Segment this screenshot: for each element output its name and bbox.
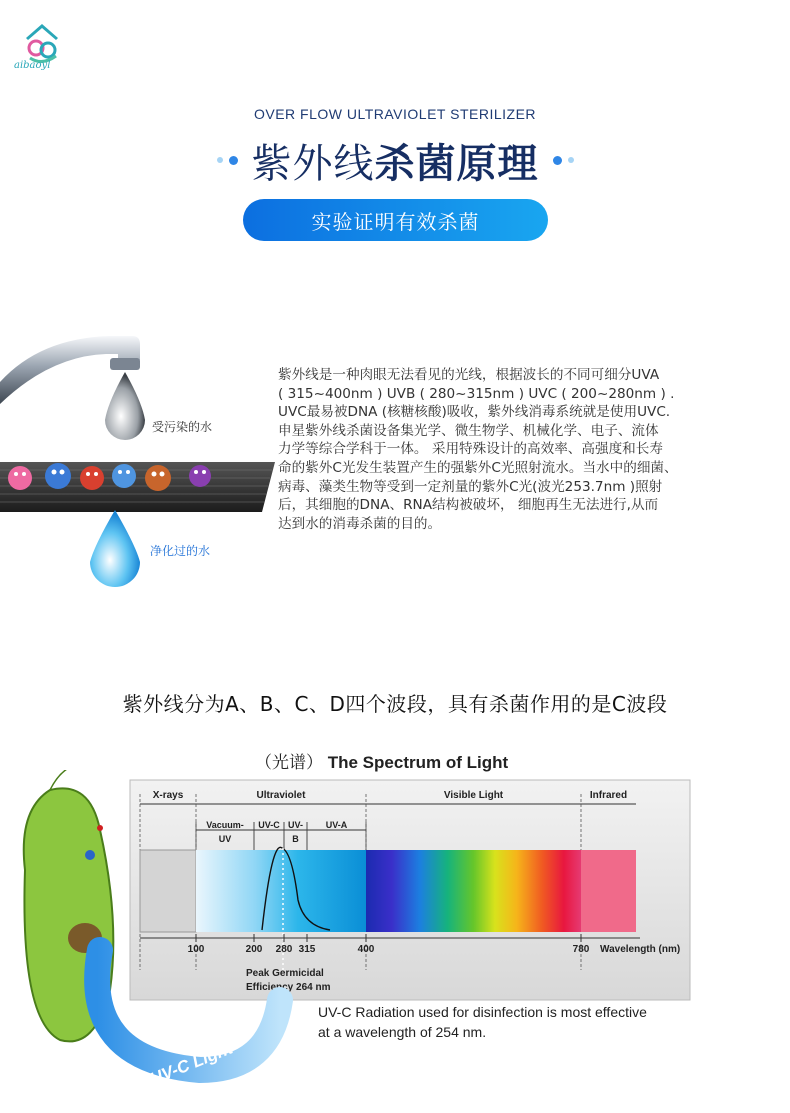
spectrum-title: （光谱） The Spectrum of Light xyxy=(255,753,509,772)
region-label: Ultraviolet xyxy=(256,790,306,801)
headline-pill: 实验证明有效杀菌 xyxy=(243,199,548,241)
description-paragraph xyxy=(278,366,778,533)
page-title: 紫外线杀菌原理 xyxy=(251,140,539,187)
bands-heading: 紫外线分为A、B、C、D四个波段，具有杀菌作用的是C波段 xyxy=(122,692,668,716)
brand-logo-text: aibaoyl xyxy=(14,60,51,71)
paragraph-line: 后，其细胞的DNA、RNA结构被破坏， 细胞再生无法进行,从而 xyxy=(278,497,659,514)
paragraph-line: 病毒、藻类生物等受到一定剂量的紫外C光(波光253.7nm )照射 xyxy=(278,478,663,495)
title-dots-right-icon xyxy=(553,156,574,165)
tick-label: 280 xyxy=(275,944,293,955)
subregion-label: Vacuum- xyxy=(206,820,244,830)
clean-water-label: 净化过的水 xyxy=(150,544,211,558)
paragraph-line: ( 315~400nm ) UVB ( 280~315nm ) UVC ( 200~280nm ) . xyxy=(278,385,675,402)
polluted-water-drop-icon xyxy=(105,372,145,440)
region-label: Infrared xyxy=(589,790,628,801)
spectrum-diagram xyxy=(0,770,790,1113)
title-row xyxy=(0,130,790,190)
visible-band xyxy=(366,850,581,932)
tick-label: 315 xyxy=(298,944,316,955)
subregion-label: UV xyxy=(218,834,232,844)
tick-label: 200 xyxy=(245,944,263,955)
caption-line: UV-C Radiation used for disinfection is most effective xyxy=(318,1004,647,1020)
uv-band xyxy=(196,850,366,932)
subregion-label: B xyxy=(292,834,299,844)
paragraph-line: 申星紫外线杀菌设备集光学、微生物学、机械化学、电子、流体 xyxy=(278,422,659,439)
subregion-label: UV-A xyxy=(325,820,348,830)
peak-label-1: Peak Germicidal xyxy=(246,968,324,979)
region-label: X-rays xyxy=(152,790,184,801)
subregion-label: UV-C xyxy=(258,820,280,830)
uv-light-arc-label: UV-C Light xyxy=(147,1038,236,1089)
paragraph-line: UVC最易被DNA (核糖核酸)吸收，紫外线消毒系统就是使用UVC. xyxy=(278,404,671,421)
peak-label-2: Efficiency 264 nm xyxy=(246,982,331,993)
title-dots-left-icon xyxy=(217,156,238,165)
region-label: Visible Light xyxy=(443,790,504,801)
infrared-band xyxy=(581,850,636,932)
clean-water-drop-icon xyxy=(90,510,140,587)
paragraph-line: 达到水的消毒杀菌的目的。 xyxy=(278,515,442,532)
tick-label: 780 xyxy=(572,944,590,955)
paragraph-line: 紫外线是一种肉眼无法看见的光线，根据波长的不同可细分UVA xyxy=(278,367,660,383)
tick-label: 400 xyxy=(357,944,375,955)
tick-label: 100 xyxy=(187,944,205,955)
polluted-water-label: 受污染的水 xyxy=(152,420,213,434)
faucet-illustration xyxy=(0,320,275,590)
filter-mesh-icon xyxy=(0,462,275,512)
subregion-label: UV- xyxy=(287,820,304,830)
uvc-caption xyxy=(318,1002,738,1042)
caption-line: at a wavelength of 254 nm. xyxy=(318,1024,487,1040)
paragraph-line: 命的紫外C光发生装置产生的强紫外C光照射流水。当水中的细菌、 xyxy=(278,459,678,476)
xray-band xyxy=(140,850,196,932)
x-axis-label: Wavelength (nm) xyxy=(600,944,681,955)
paragraph-line: 力学等综合学科于一体。 采用特殊设计的高效率、高强度和长寿 xyxy=(278,441,663,458)
section-subtitle: OVER FLOW ULTRAVIOLET STERILIZER xyxy=(253,106,537,122)
